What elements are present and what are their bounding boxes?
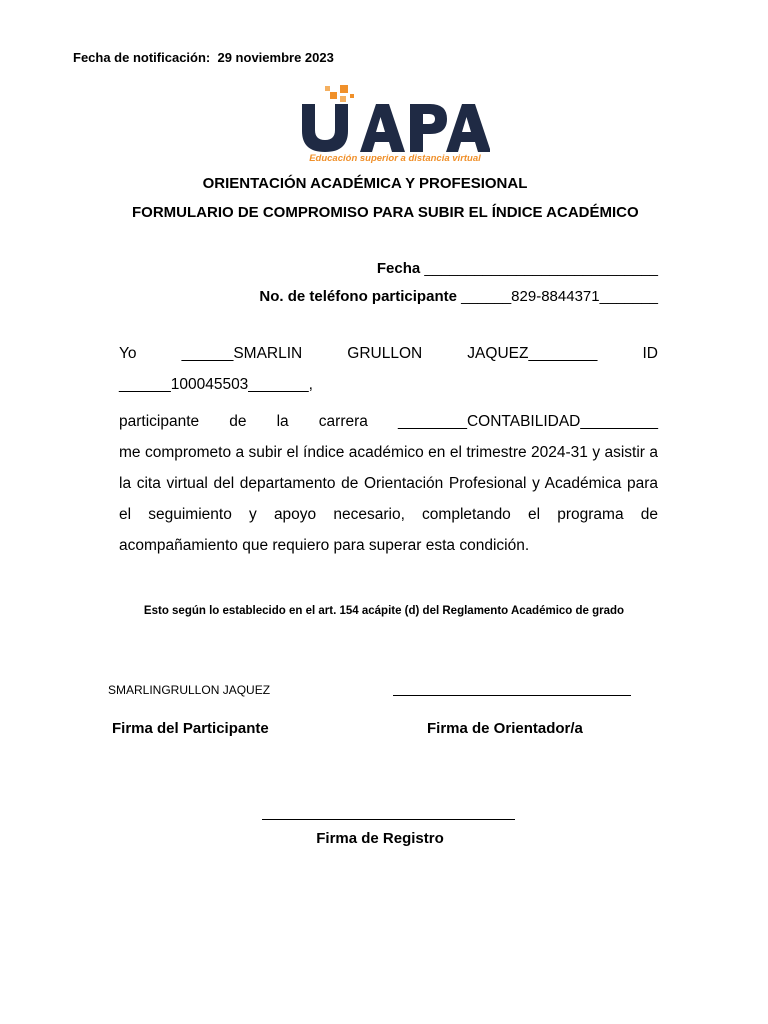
uapa-logo: [300, 82, 490, 166]
advisor-signature-label: Firma de Orientador/a: [427, 720, 583, 737]
title-form: FORMULARIO DE COMPROMISO PARA SUBIR EL ÍNDICE ACADÉMICO: [132, 204, 639, 221]
notification-date: Fecha de notificación: 29 noviembre 2023: [73, 50, 334, 65]
id-line: ______100045503_______,: [119, 376, 313, 393]
name-line: Yo ______SMARLIN GRULLON JAQUEZ________ ID: [119, 345, 658, 362]
participant-statement: [119, 338, 658, 400]
commitment-text: me comprometo a subir el índice académico en el trimestre 2024-31 y asistir a la cita virtual del departamento de Orientación Profesional y Académica para el seguimiento y apoyo necesario, completando el programa de acompañamiento que requiero para superar esta condición.: [119, 444, 658, 554]
date-field: Fecha ____________________________: [376, 260, 658, 277]
commitment-paragraph: [119, 406, 658, 561]
participant-signature-label: Firma del Participante: [112, 720, 269, 737]
advisor-signature-line: [393, 682, 631, 696]
registry-signature-line: [262, 806, 515, 820]
registry-signature-label: Firma de Registro: [316, 830, 444, 847]
title-orientation: ORIENTACIÓN ACADÉMICA Y PROFESIONAL: [202, 175, 528, 192]
logo-tagline: Educación superior a distancia virtual: [309, 153, 481, 164]
career-line: participante de la carrera ________CONTABILIDAD_________: [119, 413, 658, 430]
regulation-note: Esto según lo establecido en el art. 154 acápite (d) del Reglamento Académico de grado: [143, 605, 625, 617]
phone-field: No. de teléfono participante ______829-8844371_______: [259, 288, 658, 305]
participant-signature-name: SMARLINGRULLON JAQUEZ: [108, 683, 271, 697]
